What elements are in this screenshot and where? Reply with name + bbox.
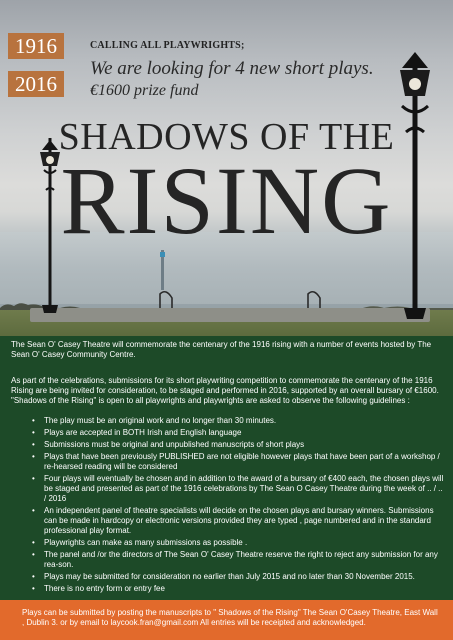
intro-paragraph: The Sean O' Casey Theatre will commemorate the centenary of the 1916 rising with a number of events hosted by The Sean O' Casey Community Centre. [11,340,432,360]
guidelines-list [32,416,445,596]
title-line-1: SHADOWS OF THE [58,116,395,158]
prize-fund-text: €1600 prize fund [90,82,199,99]
guideline-item: • An independent panel of theatre specialists will decide on the chosen plays and bursary winners. Submissions can be made in hardcopy or electronic versions provided they are typed , page numbered and in the standard professional play format. [32,506,445,537]
railing [158,286,328,310]
title-line-2: RISING [60,147,393,254]
year-2016-badge: 2016 [8,71,64,97]
guideline-item: • There is no entry form or entry fee [32,584,445,594]
year-1916-badge: 1916 [8,33,64,59]
guideline-item: • Plays are accepted in BOTH Irish and English language [32,428,445,438]
details-panel [0,336,453,600]
guideline-item: • Four plays will eventually be chosen and in addition to the award of a bursary of €400 each, the chosen plays will be staged and presented as part of the 1916 celebrations by The Sean O Casey Theatre during the week of .. / .. / 2016 [32,474,445,505]
submission-info: Plays can be submitted by posting the manuscripts to " Shadows of the Rising" The Sean O'Casey Theatre, East Wall , Dublin 3. or by email to laycook.fran@gmail.com All entries will be receipted and acknowledged. [22,608,438,627]
submission-footer [0,600,453,640]
guideline-item: • Playwrights can make as many submissions as possible . [32,538,445,548]
calling-playwrights-heading: CALLING ALL PLAYWRIGHTS; [90,40,245,51]
guideline-item: • The panel and /or the directors of The Sean O' Casey Theatre reserve the right to reject any submission for any rea-son. [32,550,445,570]
guideline-item: • Plays that have been previously PUBLISHED are not eligible however plays that have been part of a workshop / re-hearsed reading will be considered [32,452,445,472]
guideline-item: • The play must be an original work and no longer than 30 minutes. [32,416,445,426]
celebrations-paragraph: As part of the celebrations, submissions for its short playwriting competition to commemorate the centenary of the 1916 Rising are being invited for consideration, to be staged and performed in 2016, supported by an overall bursary of €1600. "Shadows of the Rising" is open to all playwrights and playwrights are asked to observe the following guidelines : [11,376,439,406]
guideline-item: • Submissions must be original and unpublished manuscripts of short plays [32,440,445,450]
guideline-item: • Plays may be submitted for consideration no earlier than July 2015 and no later than 30 November 2015. [32,572,445,582]
marker-post [160,250,166,290]
promenade-path [30,308,430,322]
looking-for-plays-text: We are looking for 4 new short plays. [90,58,374,79]
